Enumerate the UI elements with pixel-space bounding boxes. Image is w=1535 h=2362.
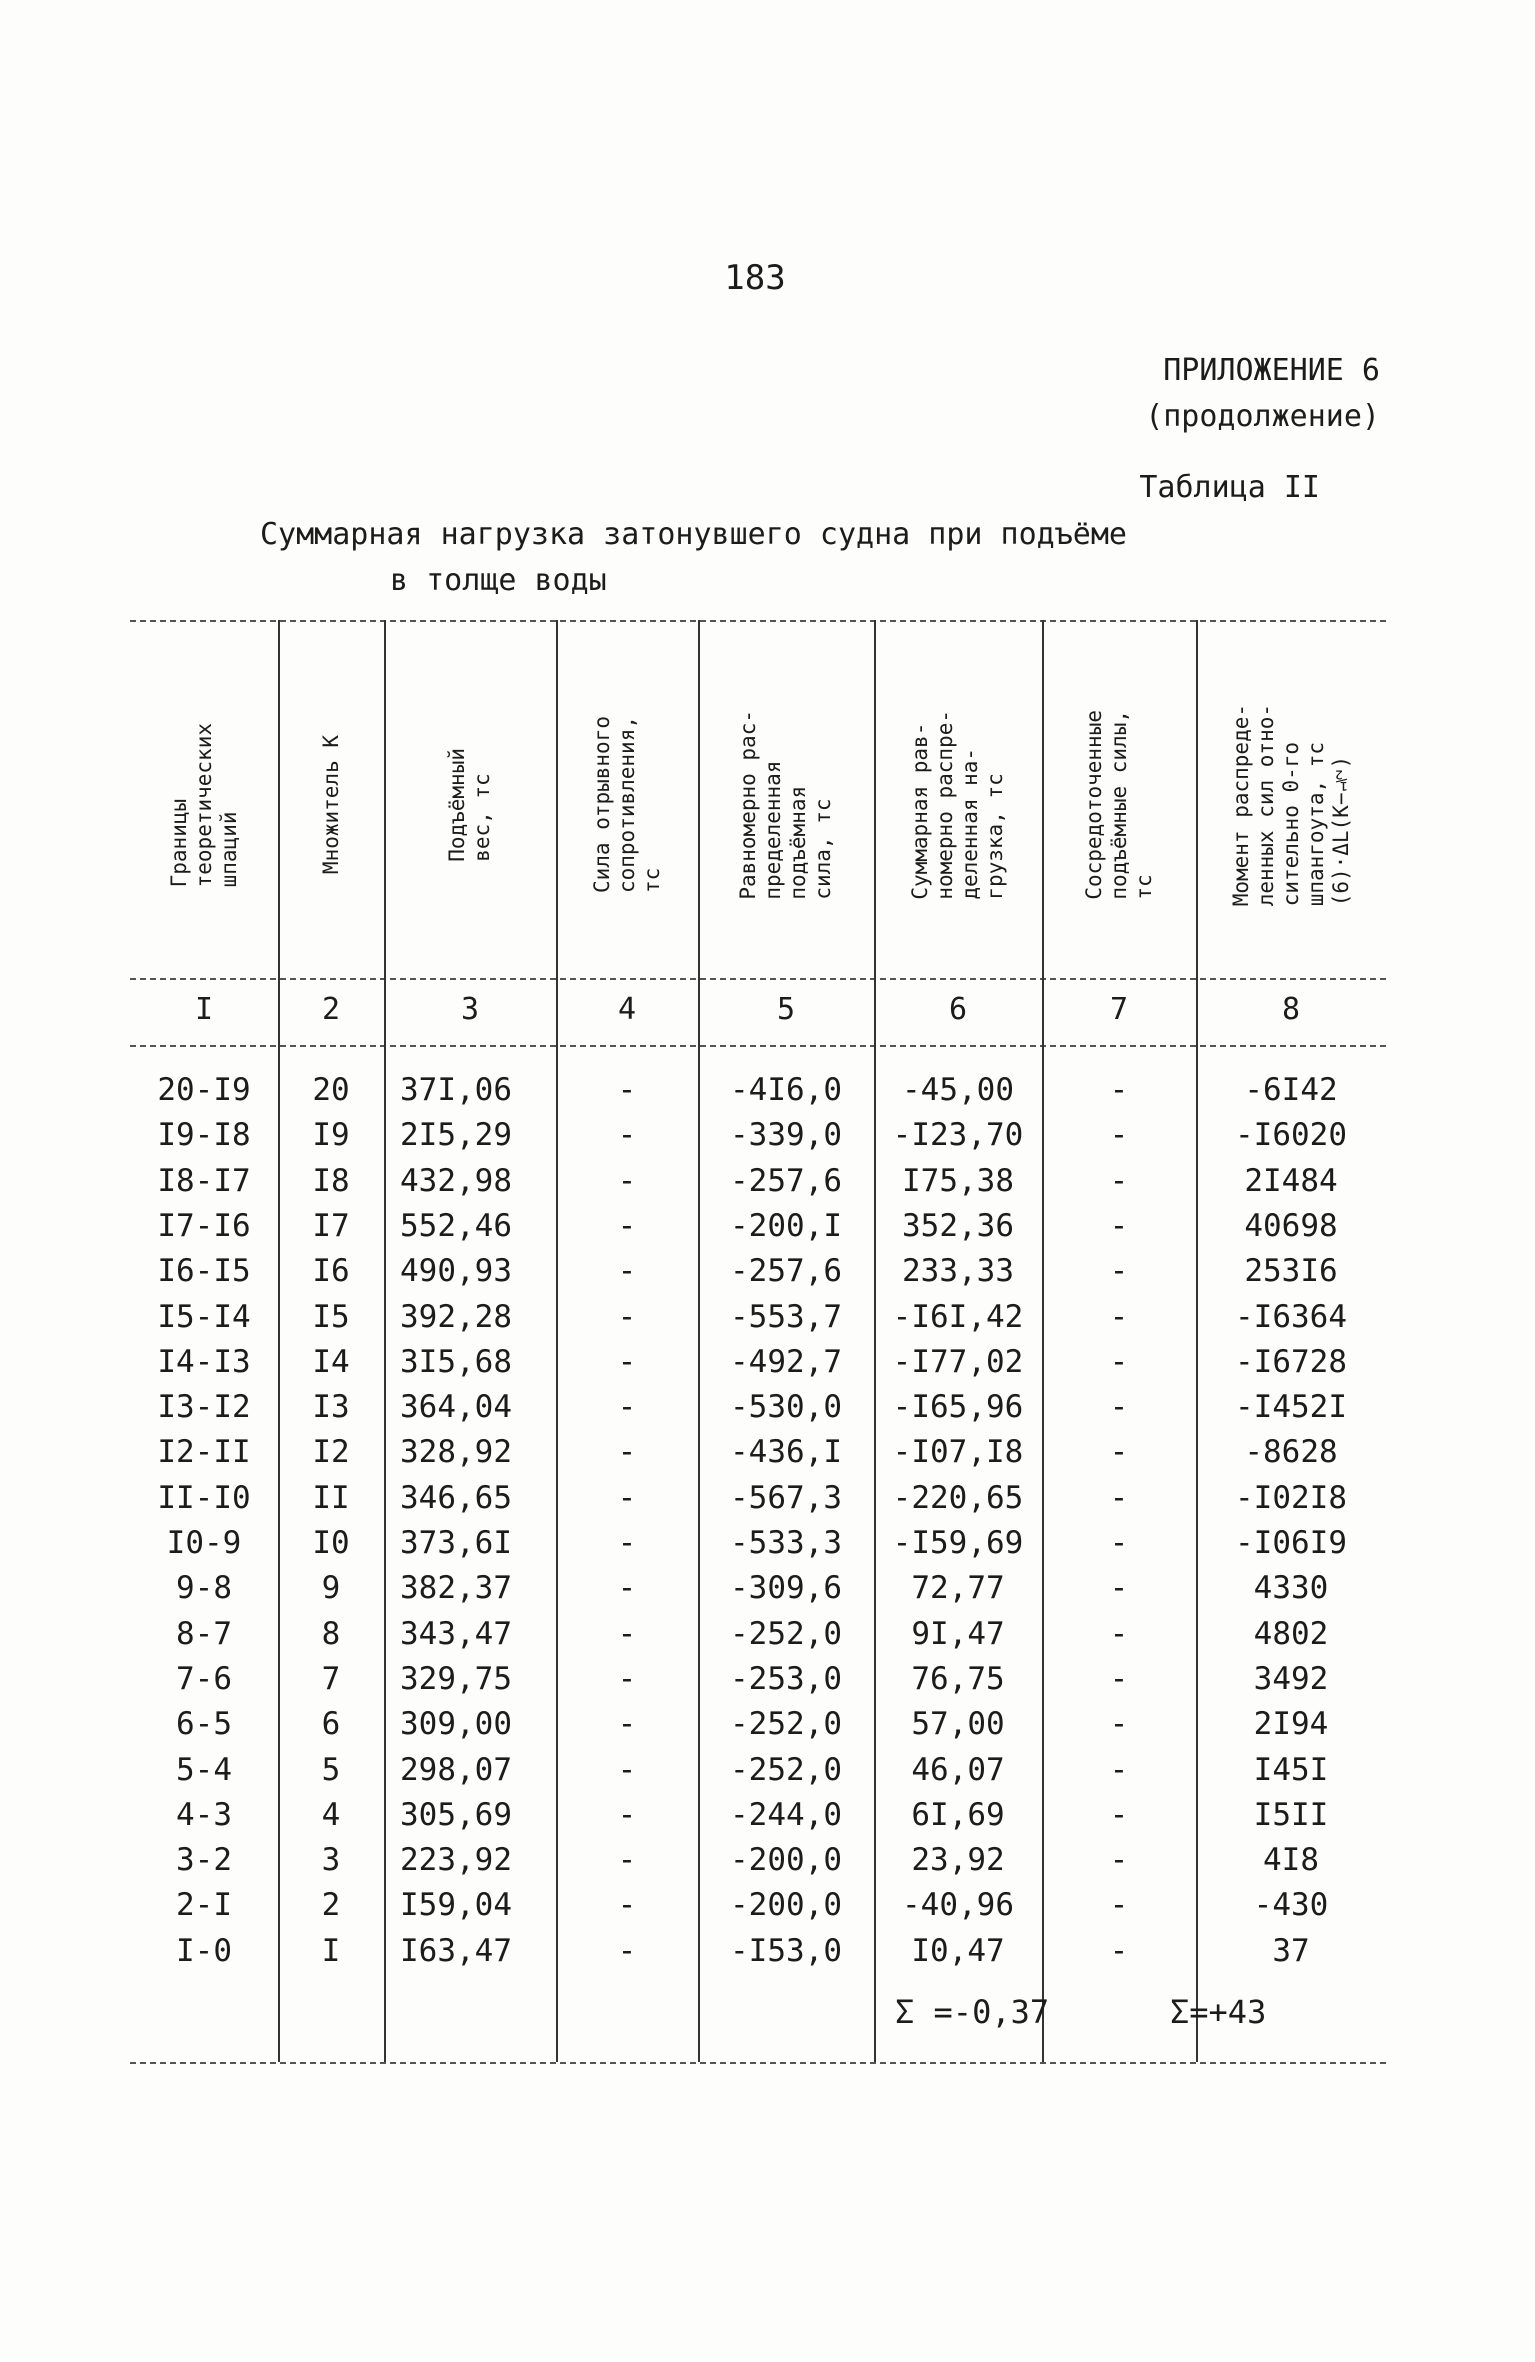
table-cell: -: [617, 1796, 637, 1833]
table-cell: I59,04: [400, 1887, 512, 1924]
column-number: 7: [1109, 992, 1129, 1027]
table-cell: 2-I: [176, 1887, 232, 1924]
table-cell: 5-4: [176, 1751, 232, 1788]
table-cell: I8-I7: [157, 1162, 251, 1199]
table-cell: -I452I: [1235, 1389, 1347, 1426]
table-cell: I2-II: [157, 1434, 251, 1471]
table-cell: 46,07: [911, 1751, 1005, 1788]
table-cell: I45I: [1253, 1751, 1329, 1788]
column-number: 3: [460, 992, 480, 1027]
table-cell: 7: [321, 1660, 341, 1697]
table-cell: 490,93: [400, 1253, 512, 1290]
table-cell: -: [1109, 1434, 1129, 1471]
table-cell: -: [1109, 1162, 1129, 1199]
table-cell: -4I6,0: [730, 1072, 842, 1108]
table-cell: I9: [312, 1117, 350, 1154]
table-cell: 392,28: [400, 1298, 512, 1335]
table-cell: 4-3: [176, 1796, 232, 1833]
column-number: I: [194, 992, 214, 1027]
table-cell: -: [1109, 1479, 1129, 1516]
column-header-text: Суммарная рав- номерно распре- деленная на- грузка, тс: [908, 710, 1007, 900]
table-cell: 253I6: [1244, 1253, 1338, 1290]
table-cell: -252,0: [730, 1706, 842, 1743]
table-cell: I9-I8: [157, 1117, 251, 1154]
column-header-text: Сила отрывного сопротивления, тс: [589, 716, 664, 894]
table-cell: I7-I6: [157, 1207, 251, 1244]
column-header: [278, 640, 384, 970]
table-cell: I5: [312, 1298, 350, 1335]
table-cell: -I02I8: [1235, 1479, 1347, 1516]
column-header-text: Сосредоточенные подъёмные силы, тс: [1081, 710, 1156, 900]
table-cell: -45,00: [902, 1072, 1014, 1108]
table-cell: -: [617, 1389, 637, 1426]
table-cell: I5II: [1253, 1796, 1329, 1833]
table-cell: -: [1109, 1117, 1129, 1154]
table-cell: -I6I,42: [892, 1298, 1024, 1335]
appendix-title: ПРИЛОЖЕНИЕ 6: [1163, 353, 1380, 388]
table-cell: -492,7: [730, 1343, 842, 1380]
table-cell: I-0: [176, 1932, 232, 1969]
table-cell: -I65,96: [892, 1389, 1024, 1426]
table-cell: 20: [312, 1072, 350, 1108]
table-cell: -: [617, 1117, 637, 1154]
table-cell: -: [1109, 1660, 1129, 1697]
table-cell: 552,46: [400, 1207, 512, 1244]
table-cell: 2: [321, 1887, 341, 1924]
table-cell: 40698: [1244, 1207, 1338, 1244]
table-cell: -: [617, 1615, 637, 1652]
table-cell: 7-6: [176, 1660, 232, 1697]
column-header-text: Равномерно рас- пределенная подъёмная сила, тс: [736, 710, 835, 900]
table-cell: -: [617, 1072, 637, 1108]
table-cell: -: [1109, 1706, 1129, 1743]
table-cell: -253,0: [730, 1660, 842, 1697]
table-cell: 72,77: [911, 1570, 1005, 1607]
table-cell: -430: [1253, 1887, 1329, 1924]
table-cell: -309,6: [730, 1570, 842, 1607]
table-cell: -: [617, 1298, 637, 1335]
table-cell: I5-I4: [157, 1298, 251, 1335]
table-cell: -530,0: [730, 1389, 842, 1426]
table-cell: 6I,69: [911, 1796, 1005, 1833]
total-col-8: Σ=+43: [1170, 1993, 1267, 2031]
table-cell: -: [1109, 1253, 1129, 1290]
table-cell: I2: [312, 1434, 350, 1471]
table-cell: 3: [321, 1842, 341, 1879]
table-cell: 8: [321, 1615, 341, 1652]
table-cell: I75,38: [902, 1162, 1014, 1199]
table-cell: -533,3: [730, 1525, 842, 1561]
column-number: 2: [321, 992, 341, 1027]
table-cell: -567,3: [730, 1479, 842, 1516]
table-cell: -: [1109, 1932, 1129, 1969]
column-header: [1042, 640, 1196, 970]
table-cell: -: [617, 1434, 637, 1471]
table-cell: 233,33: [902, 1253, 1014, 1290]
table-cell: -: [617, 1479, 637, 1516]
column-header: [874, 640, 1042, 970]
column-header-text: Момент распреде- ленных сил отно- сительно 0-го шпангоута, тс (6)·ΔL(K−½): [1228, 703, 1353, 907]
table-cell: II: [312, 1479, 350, 1516]
table-cell: -I77,02: [892, 1343, 1024, 1380]
table-cell: 57,00: [911, 1706, 1005, 1743]
column-header: [1196, 640, 1386, 970]
table-cell: 305,69: [400, 1796, 512, 1833]
table-cell: 9: [321, 1570, 341, 1607]
table-cell: -: [617, 1887, 637, 1924]
table-cell: -8628: [1244, 1434, 1338, 1471]
table-cell: 2I484: [1244, 1162, 1338, 1199]
column-header: [130, 640, 278, 970]
table-cell: -: [1109, 1072, 1129, 1108]
table-cell: 2I5,29: [400, 1117, 512, 1154]
table-cell: I8: [312, 1162, 350, 1199]
table-cell: -: [617, 1570, 637, 1607]
table-cell: -I59,69: [892, 1525, 1024, 1561]
table-cell: I4-I3: [157, 1343, 251, 1380]
column-header: [698, 640, 874, 970]
table-caption: [260, 512, 1240, 604]
table-cell: 346,65: [400, 1479, 512, 1516]
table-cell: -: [1109, 1525, 1129, 1561]
table-cell: -: [617, 1660, 637, 1697]
table-cell: -: [617, 1162, 637, 1199]
table-cell: 23,92: [911, 1842, 1005, 1879]
table-cell: -: [1109, 1343, 1129, 1380]
table-cell: -: [617, 1343, 637, 1380]
table-cell: -I6728: [1235, 1343, 1347, 1380]
table-cell: 382,37: [400, 1570, 512, 1607]
table-cell: -: [1109, 1615, 1129, 1652]
table-cell: 37: [1272, 1932, 1310, 1969]
table-cell: -: [617, 1207, 637, 1244]
table-cell: -: [617, 1706, 637, 1743]
table-cell: 4802: [1253, 1615, 1329, 1652]
table-label: Таблица II: [1139, 470, 1320, 505]
table-cell: 4330: [1253, 1570, 1329, 1607]
table-cell: I4: [312, 1343, 350, 1380]
table-cell: I3-I2: [157, 1389, 251, 1426]
table-cell: -: [1109, 1796, 1129, 1833]
column-header-text: Границы теоретических шпаций: [166, 722, 241, 888]
table-cell: -: [617, 1751, 637, 1788]
column-header-text: Подъёмный вес, тс: [445, 748, 494, 862]
table-cell: -6I42: [1244, 1072, 1338, 1108]
table-cell: -252,0: [730, 1615, 842, 1652]
table-cell: -200,0: [730, 1887, 842, 1924]
page-number: 183: [724, 258, 786, 298]
table-cell: -: [617, 1253, 637, 1290]
table-cell: -: [617, 1525, 637, 1561]
column-header: [384, 640, 556, 970]
table-cell: -200,0: [730, 1842, 842, 1879]
table-cell: 3I5,68: [400, 1343, 512, 1380]
table-cell: I0: [312, 1525, 350, 1561]
table-cell: II-I0: [157, 1479, 251, 1516]
table-cell: 20-I9: [157, 1072, 251, 1108]
table-cell: 373,6I: [400, 1525, 512, 1561]
table-cell: -252,0: [730, 1751, 842, 1788]
table-cell: -: [1109, 1570, 1129, 1607]
table-cell: -: [1109, 1842, 1129, 1879]
table-cell: 8-7: [176, 1615, 232, 1652]
column-number: 6: [948, 992, 968, 1027]
table-cell: 223,92: [400, 1842, 512, 1879]
table-cell: I3: [312, 1389, 350, 1426]
table-cell: -: [1109, 1751, 1129, 1788]
table-cell: -: [1109, 1298, 1129, 1335]
table-cell: 5: [321, 1751, 341, 1788]
table-cell: -I6364: [1235, 1298, 1347, 1335]
table-cell: 6: [321, 1706, 341, 1743]
caption-line-1: Суммарная нагрузка затонувшего судна при подъёме: [260, 517, 1127, 552]
table-cell: 329,75: [400, 1660, 512, 1697]
table-cell: -553,7: [730, 1298, 842, 1335]
table-cell: 4: [321, 1796, 341, 1833]
table-cell: 37I,06: [400, 1072, 512, 1108]
table-cell: 9I,47: [911, 1615, 1005, 1652]
table-cell: -220,65: [892, 1479, 1024, 1516]
table-cell: 2I94: [1253, 1706, 1329, 1743]
table-cell: -200,I: [730, 1207, 842, 1244]
appendix-heading: [1100, 348, 1380, 440]
caption-line-2: в толще воды: [390, 563, 607, 598]
table-cell: 298,07: [400, 1751, 512, 1788]
appendix-subtitle: (продолжение): [1145, 399, 1380, 434]
table-cell: I6-I5: [157, 1253, 251, 1290]
table-cell: -: [1109, 1207, 1129, 1244]
table-cell: 3-2: [176, 1842, 232, 1879]
table-cell: -40,96: [902, 1887, 1014, 1924]
table-cell: 432,98: [400, 1162, 512, 1199]
table-cell: 352,36: [902, 1207, 1014, 1244]
column-number: 8: [1281, 992, 1301, 1027]
table-cell: 3492: [1253, 1660, 1329, 1697]
table-cell: 343,47: [400, 1615, 512, 1652]
table-cell: -I53,0: [730, 1932, 842, 1969]
table-cell: -257,6: [730, 1162, 842, 1199]
table-cell: -: [617, 1842, 637, 1879]
table-cell: I0-9: [166, 1525, 242, 1561]
table-cell: 309,00: [400, 1706, 512, 1743]
table-cell: -I23,70: [892, 1117, 1024, 1154]
table-bottom-rule: [130, 2062, 1386, 2064]
table-cell: -I06I9: [1235, 1525, 1347, 1561]
table-cell: 328,92: [400, 1434, 512, 1471]
table-cell: 364,04: [400, 1389, 512, 1426]
total-col-6: Σ =-0,37: [895, 1993, 1050, 2031]
table-cell: -I07,I8: [892, 1434, 1024, 1471]
column-header-text: Множитель K: [318, 735, 343, 875]
table-cell: -: [1109, 1389, 1129, 1426]
table-cell: -244,0: [730, 1796, 842, 1833]
column-number: 4: [617, 992, 637, 1027]
table-cell: I0,47: [911, 1932, 1005, 1969]
table-cell: -: [1109, 1887, 1129, 1924]
table-cell: 4I8: [1263, 1842, 1319, 1879]
table-cell: -339,0: [730, 1117, 842, 1154]
table-cell: -I6020: [1235, 1117, 1347, 1154]
table-cell: I: [321, 1932, 341, 1969]
table-cell: 76,75: [911, 1660, 1005, 1697]
table-cell: I6: [312, 1253, 350, 1290]
column-number: 5: [776, 992, 796, 1027]
table-cell: -257,6: [730, 1253, 842, 1290]
table-cell: 9-8: [176, 1570, 232, 1607]
table-cell: I63,47: [400, 1932, 512, 1969]
table-cell: 6-5: [176, 1706, 232, 1743]
table-cell: I7: [312, 1207, 350, 1244]
table-cell: -436,I: [730, 1434, 842, 1471]
table-cell: -: [617, 1932, 637, 1969]
column-header: [556, 640, 698, 970]
